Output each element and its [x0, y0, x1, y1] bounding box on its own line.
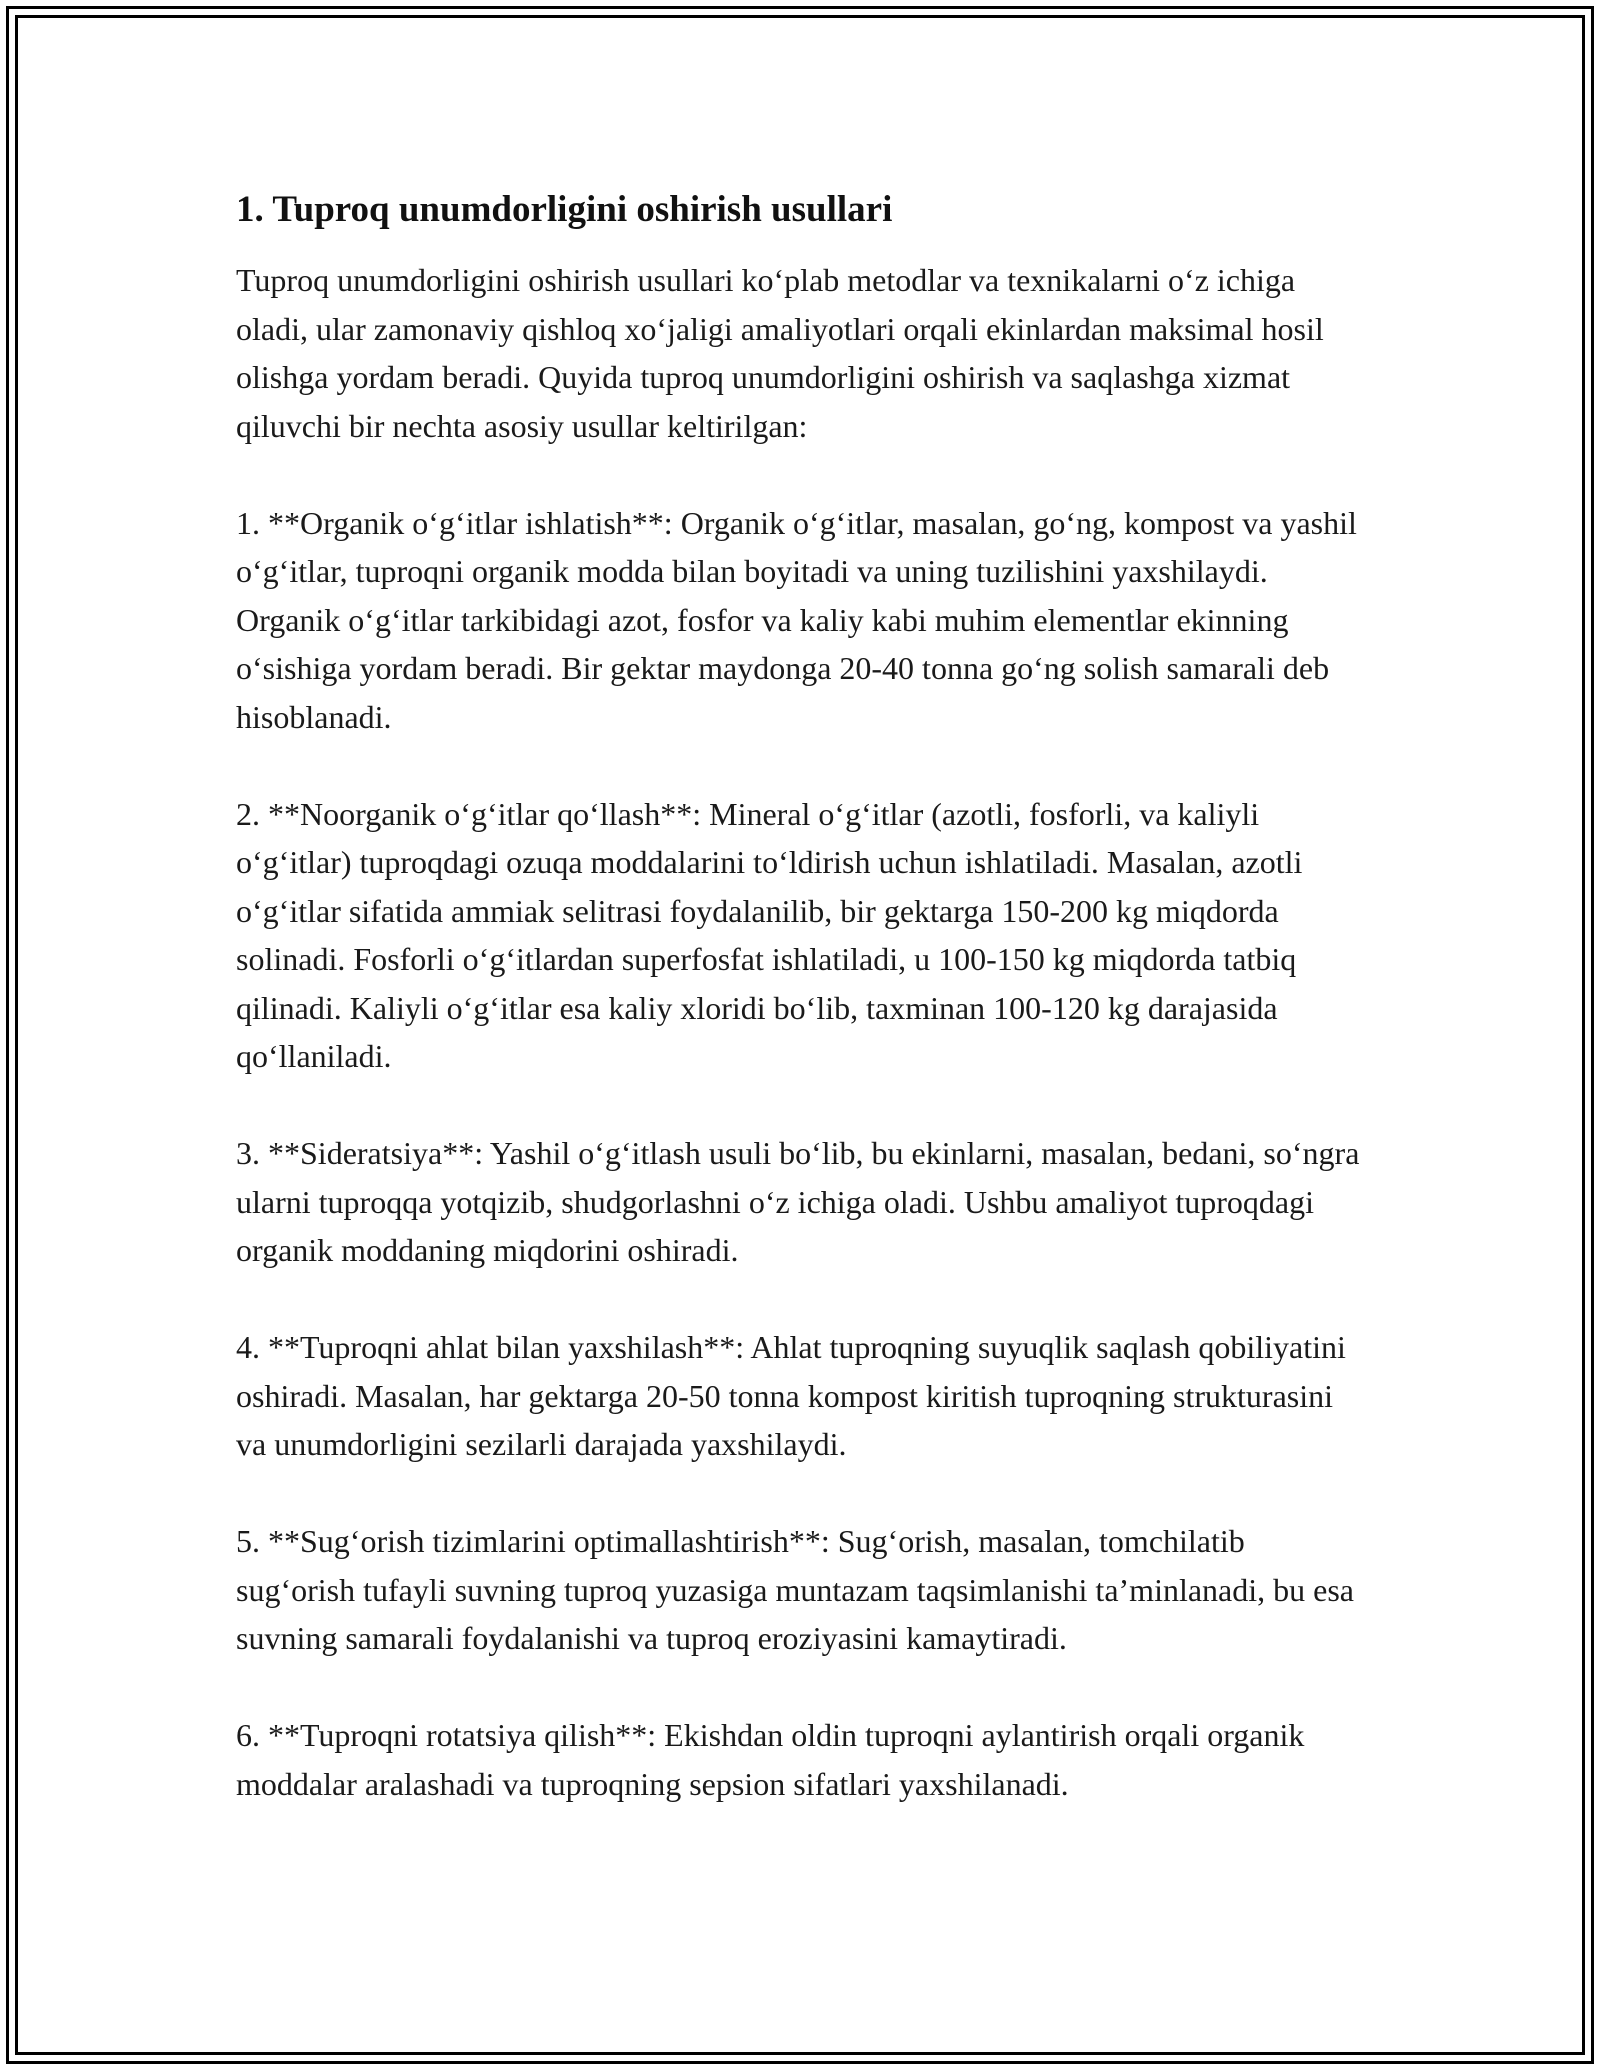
list-item-organic-fertilizers: 1. **Organik o‘g‘itlar ishlatish**: Organik o‘g‘itlar, masalan, go‘ng, kompost va yashil o‘g‘itlar, tuproqni organik modda bilan boyitadi va uning tuzilishini yaxshilaydi. Organik o‘g‘itlar tarkibidagi azot, fosfor va kaliy kabi muhim elementlar ekinning o‘sishiga yordam beradi. Bir gektar maydonga 20-40 tonna go‘ng solish samarali deb hisoblanadi.	[236, 504, 1357, 735]
list-item-sideration: 3. **Sideratsiya**: Yashil o‘g‘itlash usuli bo‘lib, bu ekinlarni, masalan, bedani, so‘ngra ularni tuproqqa yotqizib, shudgorlashni o‘z ichiga oladi. Ushbu amaliyot tuproqdagi organik moddaning miqdorini oshiradi.	[236, 1135, 1360, 1268]
list-item-irrigation: 5. **Sug‘orish tizimlarini optimallashtirish**: Sug‘orish, masalan, tomchilatib sug‘orish tufayli suvning tuproq yuzasiga muntazam taqsimlanishi ta’minlanadi, bu esa suvning samarali foydalanishi va tuproq eroziyasini kamaytiradi.	[236, 1523, 1354, 1656]
document-title: 1. Tuproq unumdorligini oshirish usullari	[236, 189, 893, 230]
document-body	[236, 186, 1366, 1857]
intro-paragraph: Tuproq unumdorligini oshirish usullari ko‘plab metodlar va texnikalarni o‘z ichiga oladi, ular zamonaviy qishloq xo‘jaligi amaliyotlari orqali ekinlardan maksimal hosil olishga yordam beradi. Quyida tuproq unumdorligini oshirish va saqlashga xizmat qiluvchi bir nechta asosiy usullar keltirilgan:	[236, 262, 1324, 444]
list-item-rotation: 6. **Tuproqni rotatsiya qilish**: Ekishdan oldin tuproqni aylantirish orqali organik moddalar aralashadi va tuproqning sepsion sifatlari yaxshilanadi.	[236, 1717, 1305, 1802]
list-item-inorganic-fertilizers: 2. **Noorganik o‘g‘itlar qo‘llash**: Mineral o‘g‘itlar (azotli, fosforli, va kaliyli o‘g‘itlar) tuproqdagi ozuqa moddalarini to‘ldirish uchun ishlatiladi. Masalan, azotli o‘g‘itlar sifatida ammiak selitrasi foydalanilib, bir gektarga 150-200 kg miqdorda solinadi. Fosforli o‘g‘itlardan superfosfat ishlatiladi, u 100-150 kg miqdorda tatbiq qilinadi. Kaliyli o‘g‘itlar esa kaliy xloridi bo‘lib, taxminan 100-120 kg darajasida qo‘llaniladi.	[236, 795, 1303, 1074]
list-item-mulching: 4. **Tuproqni ahlat bilan yaxshilash**: Ahlat tuproqning suyuqlik saqlash qobiliyatini oshiradi. Masalan, har gektarga 20-50 tonna kompost kiritish tuproqning strukturasini va unumdorligini sezilarli darajada yaxshilaydi.	[236, 1329, 1346, 1462]
